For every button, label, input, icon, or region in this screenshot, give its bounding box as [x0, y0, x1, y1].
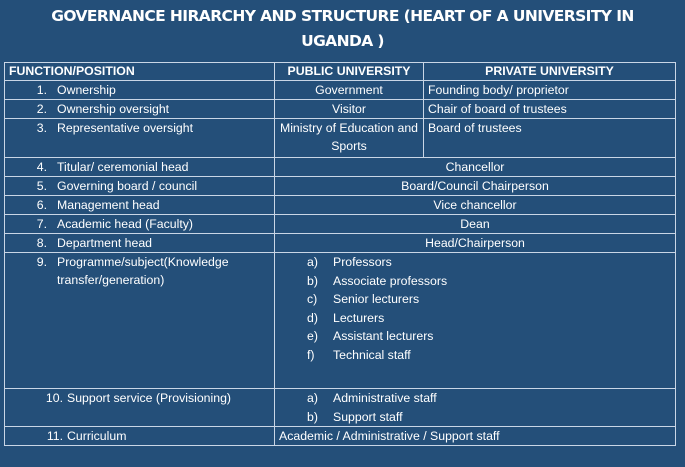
function-cell: [5, 253, 275, 389]
function-label: Department head: [57, 236, 153, 250]
list-text: Assistant lecturers: [333, 329, 434, 344]
list-item: [307, 272, 671, 291]
function-cell: [5, 427, 275, 446]
function-label: Governing board / council: [57, 179, 198, 193]
shared-cell: Head/Chairperson: [275, 234, 676, 253]
table-row: [5, 177, 676, 196]
list-marker: a): [307, 391, 318, 405]
row-number: 6.: [36, 198, 47, 212]
list-marker: c): [307, 292, 318, 307]
list-marker: b): [307, 273, 318, 288]
function-label: Curriculum: [67, 429, 127, 444]
header-private: PRIVATE UNIVERSITY: [424, 63, 676, 81]
private-cell: Founding body/ proprietor: [424, 81, 676, 100]
list-text: Administrative staff: [333, 391, 437, 405]
list-item: [307, 408, 671, 427]
list-item: [307, 346, 671, 365]
function-cell: [5, 119, 275, 158]
list-marker: e): [307, 329, 318, 344]
row-number: 5.: [36, 179, 47, 193]
list-item: [307, 389, 671, 408]
staff-list: [279, 389, 671, 426]
row-number: 9.: [36, 255, 47, 269]
function-cell: [5, 196, 275, 215]
list-item: [307, 309, 671, 328]
header-function: FUNCTION/POSITION: [5, 63, 275, 81]
list-marker: b): [307, 409, 318, 424]
staff-list-cell: [275, 253, 676, 389]
function-label: Programme/subject(Knowledge transfer/generation): [57, 255, 229, 287]
governance-table: [4, 62, 676, 446]
list-text: Support staff: [333, 409, 403, 424]
function-label: Titular/ ceremonial head: [57, 160, 189, 174]
row-number: 10.: [45, 391, 63, 405]
function-cell: [5, 389, 275, 427]
row-number: 4.: [36, 160, 47, 174]
function-label: Management head: [57, 198, 160, 212]
function-cell: [5, 234, 275, 253]
list-text: Professors: [333, 255, 392, 269]
list-text: Senior lecturers: [333, 292, 420, 307]
list-item: [307, 253, 671, 272]
shared-cell: Chancellor: [275, 158, 676, 177]
public-cell: Ministry of Education and Sports: [275, 119, 424, 158]
row-number: 3.: [36, 121, 47, 135]
list-marker: a): [307, 255, 318, 269]
page-title: [0, 4, 685, 54]
list-item: [307, 327, 671, 346]
function-cell: [5, 81, 275, 100]
table-row: [5, 158, 676, 177]
row-number: 7.: [36, 217, 47, 231]
list-text: Technical staff: [333, 347, 411, 362]
table-row: [5, 389, 676, 427]
private-cell: Board of trustees: [424, 119, 676, 158]
table-row: [5, 215, 676, 234]
title-line-1: GOVERNANCE HIRARCHY AND STRUCTURE (HEART OF A UNIVERSITY IN: [51, 7, 634, 25]
function-label: Representative oversight: [57, 121, 194, 135]
header-public: PUBLIC UNIVERSITY: [275, 63, 424, 81]
title-line-2: UGANDA ): [301, 32, 384, 50]
shared-cell: Academic / Administrative / Support staff: [275, 427, 676, 446]
shared-cell: Board/Council Chairperson: [275, 177, 676, 196]
list-marker: d): [307, 310, 318, 325]
shared-cell: Vice chancellor: [275, 196, 676, 215]
public-cell: Government: [275, 81, 424, 100]
function-cell: [5, 158, 275, 177]
table-row: [5, 196, 676, 215]
row-number: 2.: [36, 102, 47, 116]
list-item: [307, 290, 671, 309]
list-marker: f): [307, 347, 315, 362]
table-row: [5, 81, 676, 100]
table-row: [5, 427, 676, 446]
function-cell: [5, 177, 275, 196]
row-number: 1.: [36, 83, 47, 97]
staff-list-cell: [275, 389, 676, 427]
function-label: Academic head (Faculty): [57, 217, 194, 231]
function-label: Support service (Provisioning): [67, 391, 232, 405]
table-header-row: [5, 63, 676, 81]
table-row: [5, 234, 676, 253]
public-cell: Visitor: [275, 100, 424, 119]
table-row: [5, 253, 676, 389]
function-cell: [5, 215, 275, 234]
function-cell: [5, 100, 275, 119]
list-text: Associate professors: [333, 273, 448, 288]
staff-list: [279, 253, 671, 365]
list-text: Lecturers: [333, 310, 385, 325]
function-label: Ownership oversight: [57, 102, 170, 116]
row-number: 8.: [36, 236, 47, 250]
private-cell: Chair of board of trustees: [424, 100, 676, 119]
table-row: [5, 119, 676, 158]
table-row: [5, 100, 676, 119]
shared-cell: Dean: [275, 215, 676, 234]
function-label: Ownership: [57, 83, 116, 97]
row-number: 11.: [46, 429, 63, 444]
